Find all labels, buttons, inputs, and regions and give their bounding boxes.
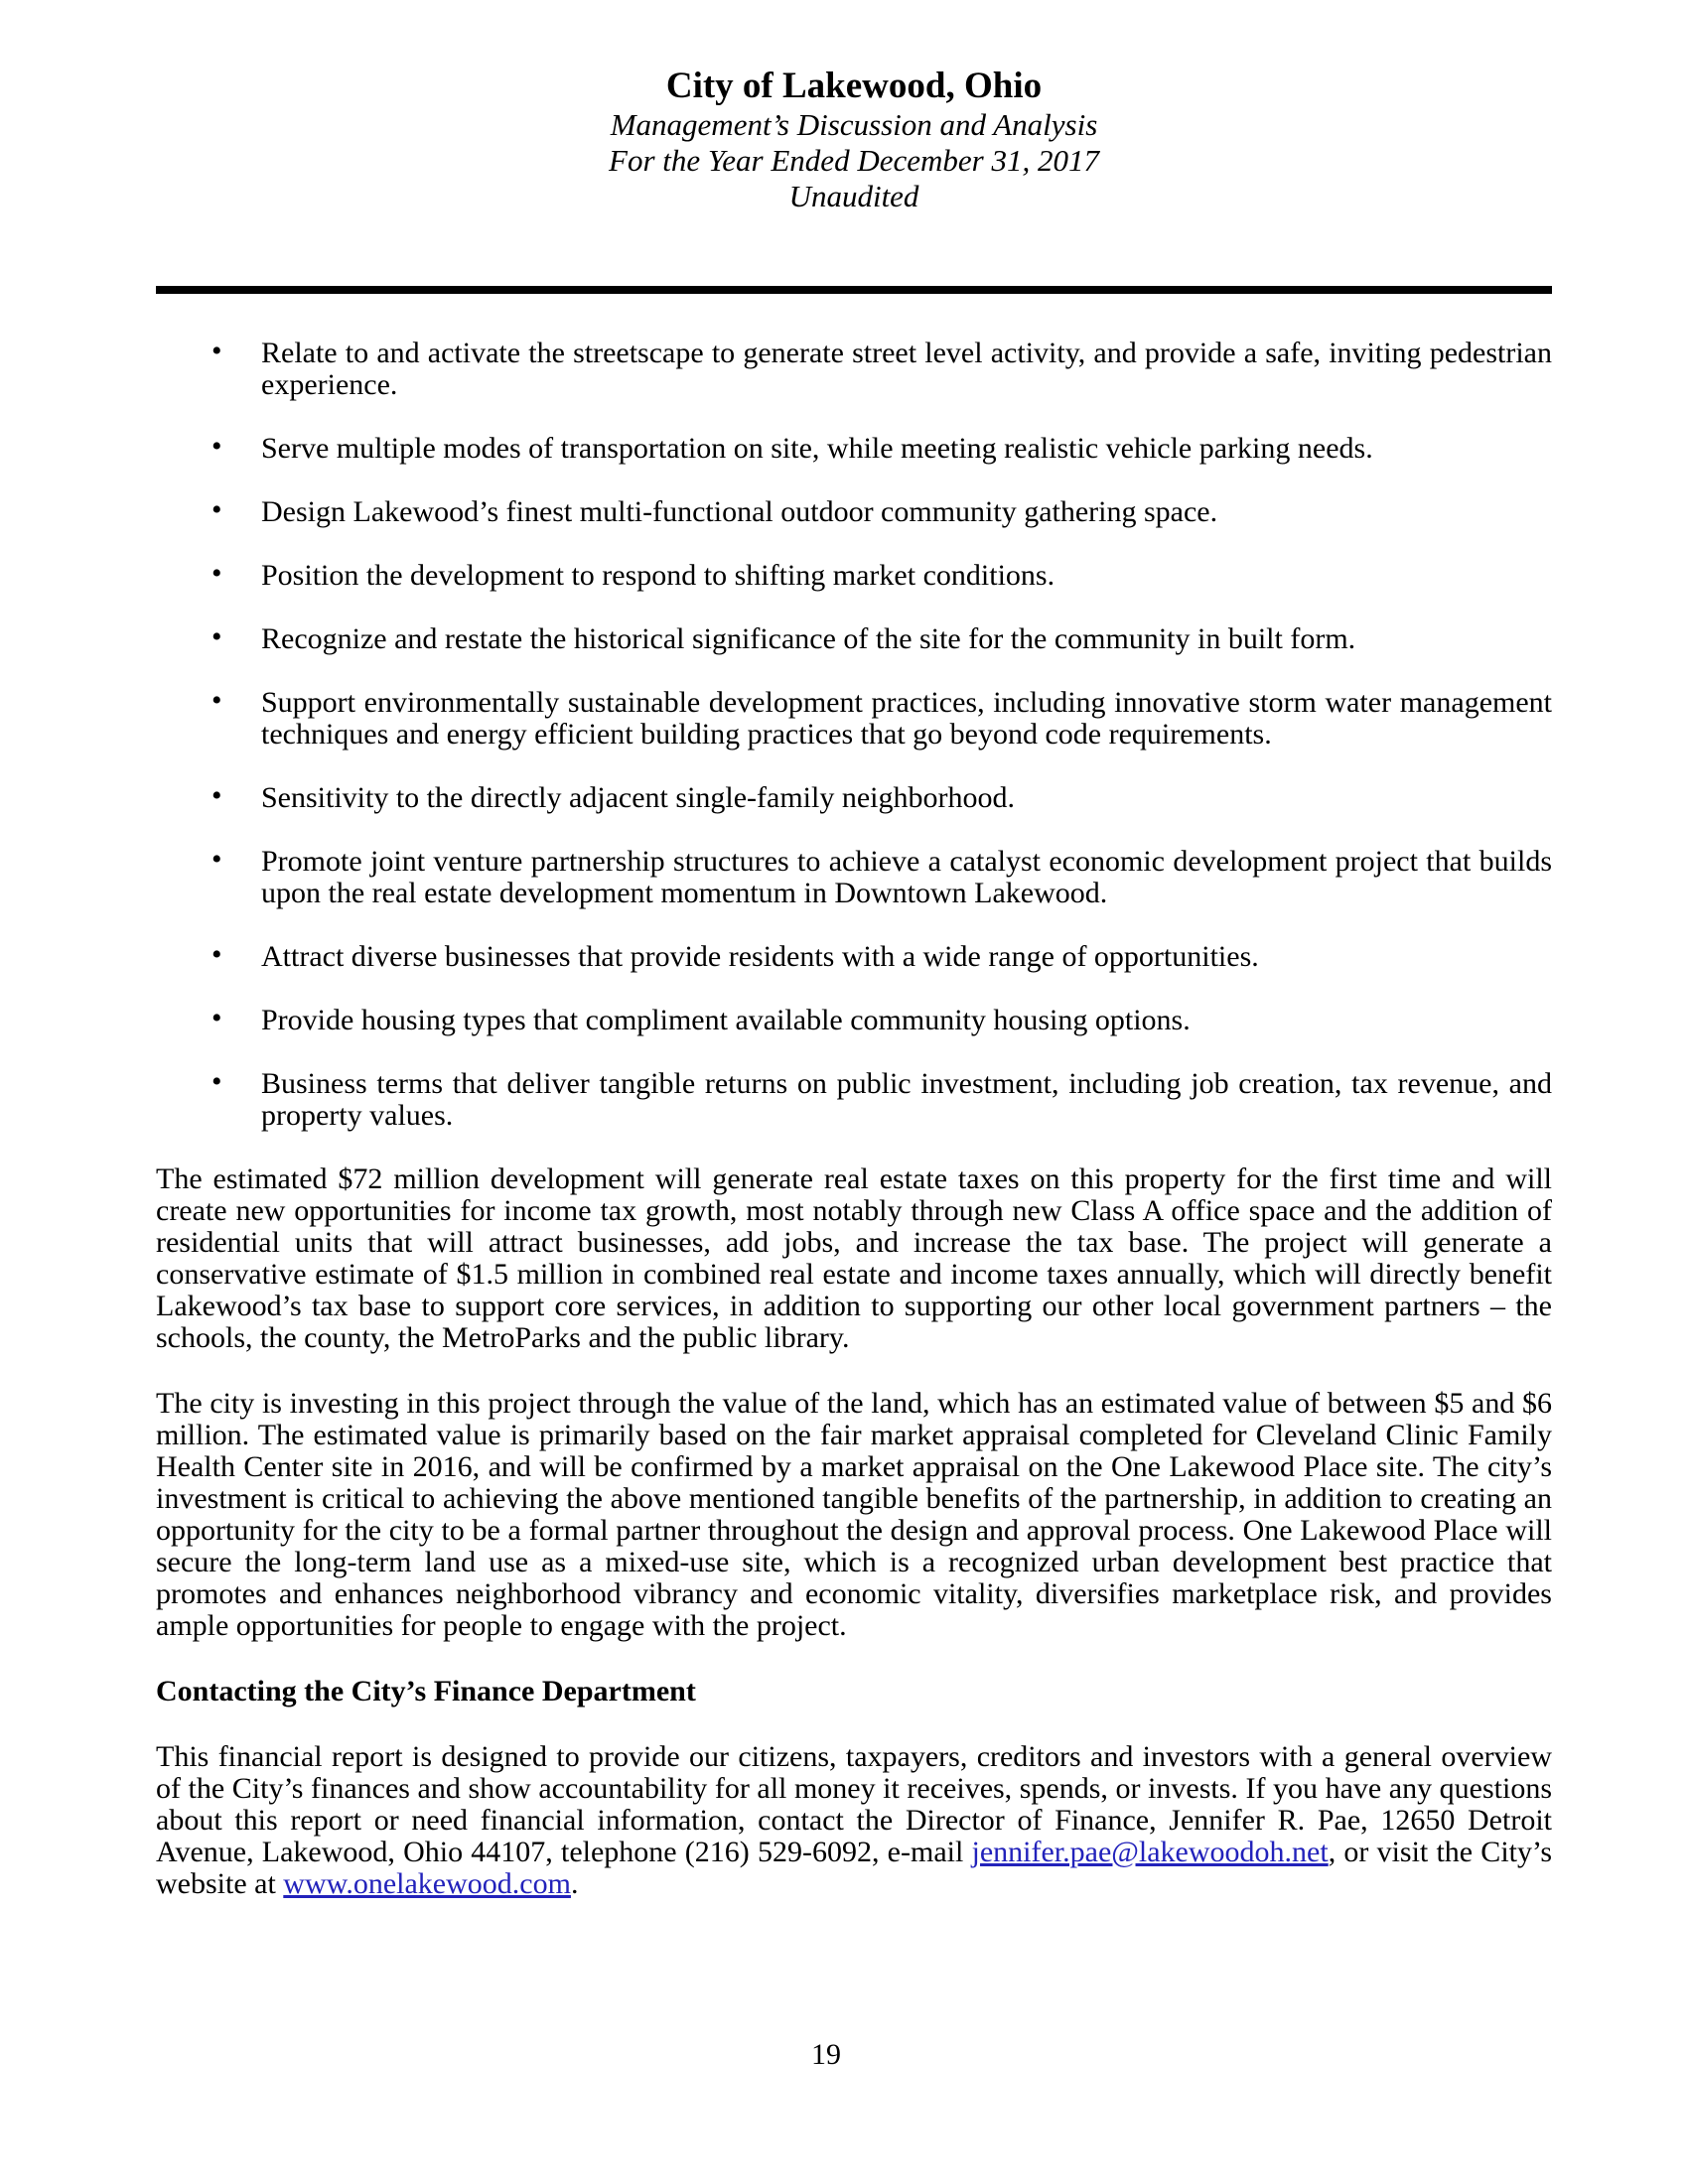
bullet-icon: • bbox=[211, 1065, 222, 1098]
paragraph-tax-impact: The estimated $72 million development will generate real estate taxes on this property for the first time and will create new opportunities for income tax growth, most notably through new Class A office space and the addition of residential units that will attract businesses, add jobs, and increase the tax base. The project will generate a conservative estimate of $1.5 million in combined real estate and income taxes annually, which will directly benefit Lakewood’s tax base to support core services, in addition to supporting our other local government partners – the schools, the county, the MetroParks and the public library. bbox=[156, 1162, 1552, 1354]
bullet-icon: • bbox=[211, 684, 222, 717]
document-title: City of Lakewood, Ohio bbox=[665, 66, 1043, 106]
bullet-icon: • bbox=[211, 493, 222, 526]
list-item-text: Attract diverse businesses that provide residents with a wide range of opportunities. bbox=[261, 940, 1259, 973]
document-header bbox=[156, 66, 1552, 214]
document-subtitle-2: For the Year Ended December 31, 2017 bbox=[609, 143, 1099, 178]
bullet-icon: • bbox=[211, 620, 222, 653]
list-item-text: Promote joint venture partnership structures to achieve a catalyst economic development project that builds upon the real estate development momentum in Downtown Lakewood. bbox=[261, 845, 1552, 909]
bullet-icon: • bbox=[211, 779, 222, 812]
page-number: 19 bbox=[811, 2038, 841, 2071]
list-item bbox=[156, 1065, 1552, 1132]
list-item bbox=[156, 335, 1552, 401]
contact-paragraph bbox=[156, 1741, 1552, 1900]
list-item bbox=[156, 493, 1552, 528]
bullet-icon: • bbox=[211, 1002, 222, 1034]
list-item-text: Provide housing types that compliment available community housing options. bbox=[261, 1004, 1191, 1036]
bullet-icon: • bbox=[211, 430, 222, 463]
list-item bbox=[156, 1002, 1552, 1036]
list-item bbox=[156, 430, 1552, 465]
list-item bbox=[156, 557, 1552, 592]
bullet-icon: • bbox=[211, 557, 222, 590]
list-item-text: Position the development to respond to shifting market conditions. bbox=[261, 559, 1055, 592]
document-subtitle-1: Management’s Discussion and Analysis bbox=[610, 107, 1098, 142]
list-item-text: Business terms that deliver tangible returns on public investment, including job creation, tax revenue, and property values. bbox=[261, 1067, 1552, 1132]
list-item-text: Relate to and activate the streetscape to generate street level activity, and provide a safe, inviting pedestrian experience. bbox=[261, 337, 1552, 401]
document-subtitle-3: Unaudited bbox=[788, 179, 919, 213]
list-item-text: Design Lakewood’s finest multi-functional outdoor community gathering space. bbox=[261, 495, 1218, 528]
email-link[interactable]: jennifer.pae@lakewoodoh.net bbox=[971, 1836, 1329, 1868]
contact-text-middle: , or visit the City’s website at bbox=[156, 1836, 1552, 1900]
list-item bbox=[156, 779, 1552, 814]
bullet-list bbox=[156, 335, 1552, 1132]
contact-text-before-email: This financial report is designed to provide our citizens, taxpayers, creditors and investors with a general overview of the City’s finances and show accountability for all money it receives, spends, or invests. If you have any questions about this report or need financial information, contact the Director of Finance, Jennifer R. Pae, 12650 Detroit Avenue, Lakewood, Ohio 44107, telephone (216) 529-6092, e-mail bbox=[156, 1740, 1552, 1868]
list-item-text: Serve multiple modes of transportation on site, while meeting realistic vehicle parking needs. bbox=[261, 432, 1373, 465]
bullet-icon: • bbox=[211, 938, 222, 971]
header-divider bbox=[156, 286, 1552, 294]
bullet-icon: • bbox=[211, 335, 222, 367]
paragraph-city-investment: The city is investing in this project through the value of the land, which has an estimated value of between $5 and $6 million. The estimated value is primarily based on the fair market appraisal completed for Cleveland Clinic Family Health Center site in 2016, and will be confirmed by a market appraisal on the One Lakewood Place site. The city’s investment is critical to achieving the above mentioned tangible benefits of the partnership, in addition to creating an opportunity for the city to be a formal partner throughout the design and approval process. One Lakewood Place will secure the long-term land use as a mixed-use site, which is a recognized urban development best practice that promotes and enhances neighborhood vibrancy and economic vitality, diversifies marketplace risk, and provides ample opportunities for people to engage with the project. bbox=[156, 1387, 1552, 1642]
list-item-text: Support environmentally sustainable development practices, including innovative storm water management techniques and energy efficient building practices that go beyond code requirements. bbox=[261, 686, 1552, 751]
bullet-icon: • bbox=[211, 843, 222, 876]
list-item-text: Sensitivity to the directly adjacent single-family neighborhood. bbox=[261, 781, 1015, 814]
list-item bbox=[156, 620, 1552, 655]
list-item bbox=[156, 843, 1552, 909]
contact-text-after: . bbox=[570, 1867, 579, 1900]
section-heading-contacting-finance: Contacting the City’s Finance Department bbox=[156, 1675, 696, 1707]
website-link[interactable]: www.onelakewood.com bbox=[283, 1867, 571, 1900]
list-item-text: Recognize and restate the historical significance of the site for the community in built form. bbox=[261, 622, 1356, 655]
list-item bbox=[156, 938, 1552, 973]
list-item bbox=[156, 684, 1552, 751]
